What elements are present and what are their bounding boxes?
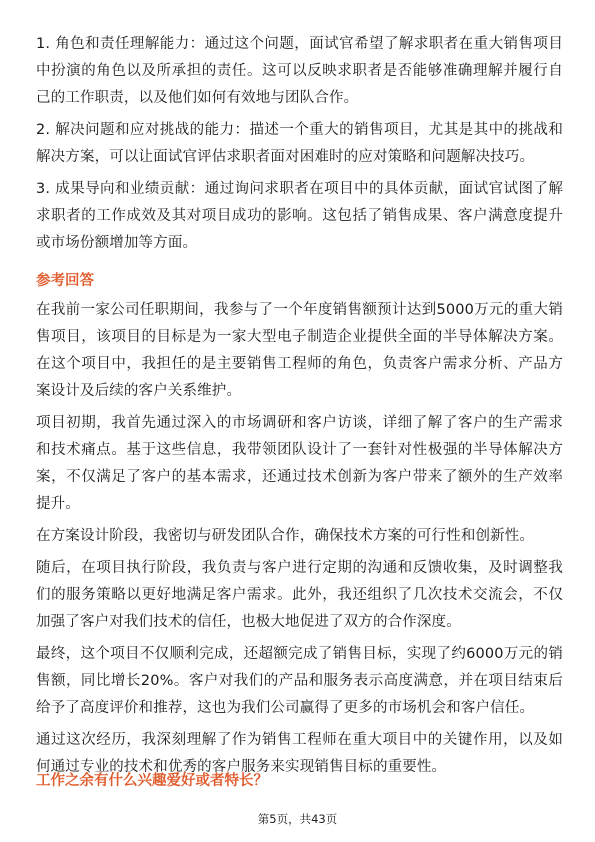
answer-paragraph-5: 最终，这个项目不仅顺利完成，还超额完成了销售目标，实现了约6000万元的销售额，同比增长20%。客户对我们的产品和服务表示高度满意，并在项目结束后给予了高度评价和推荐，这也为我们公司赢得了更多的市场机会和客户信任。 — [36, 646, 563, 716]
answer-heading: 参考回答 — [36, 273, 94, 289]
answer-paragraph-6: 通过这次经历，我深刻理解了作为销售工程师在重大项目中的关键作用，以及如何通过专业的技术和优秀的客户服务来实现销售目标的重要性。 — [36, 732, 563, 775]
page-content — [36, 31, 563, 786]
criterion-1: 1. 角色和责任理解能力：通过这个问题，面试官希望了解求职者在重大销售项目中扮演的角色以及所承担的责任。这可以反映求职者是否能够准确理解并履行自己的工作职责，以及他们如何有效地与团队合作。 — [36, 36, 563, 106]
answer-paragraph-2: 项目初期，我首先通过深入的市场调研和客户访谈，详细了解了客户的生产需求和技术痛点。基于这些信息，我带领团队设计了一套针对性极强的半导体解决方案，不仅满足了客户的基本需求，还通过技术创新为客户带来了额外的生产效率提升。 — [36, 415, 563, 512]
criterion-3: 3. 成果导向和业绩贡献：通过询问求职者在项目中的具体贡献，面试官试图了解求职者的工作成效及其对项目成功的影响。这包括了销售成果、客户满意度提升或市场份额增加等方面。 — [36, 181, 563, 251]
answer-paragraph-1: 在我前一家公司任职期间，我参与了一个年度销售额预计达到5000万元的重大销售项目，该项目的目标是为一家大型电子制造企业提供全面的半导体解决方案。在这个项目中，我担任的是主要销售工程师的角色，负责客户需求分析、产品方案设计及后续的客户关系维护。 — [36, 302, 563, 399]
next-question-heading: 工作之余有什么兴趣爱好或者特长？ — [36, 773, 268, 789]
answer-paragraph-4: 随后，在项目执行阶段，我负责与客户进行定期的沟通和反馈收集，及时调整我们的服务策略以更好地满足客户需求。此外，我还组织了几次技术交流会，不仅加强了客户对我们技术的信任，也极大地促进了双方的合作深度。 — [36, 560, 563, 630]
page-footer: 第5页，共43页 — [257, 812, 338, 826]
criterion-2: 2. 解决问题和应对挑战的能力：描述一个重大的销售项目，尤其是其中的挑战和解决方案，可以让面试官评估求职者面对困难时的应对策略和问题解决技巧。 — [36, 122, 563, 165]
answer-paragraph-3: 在方案设计阶段，我密切与研发团队合作，确保技术方案的可行性和创新性。 — [36, 528, 535, 544]
